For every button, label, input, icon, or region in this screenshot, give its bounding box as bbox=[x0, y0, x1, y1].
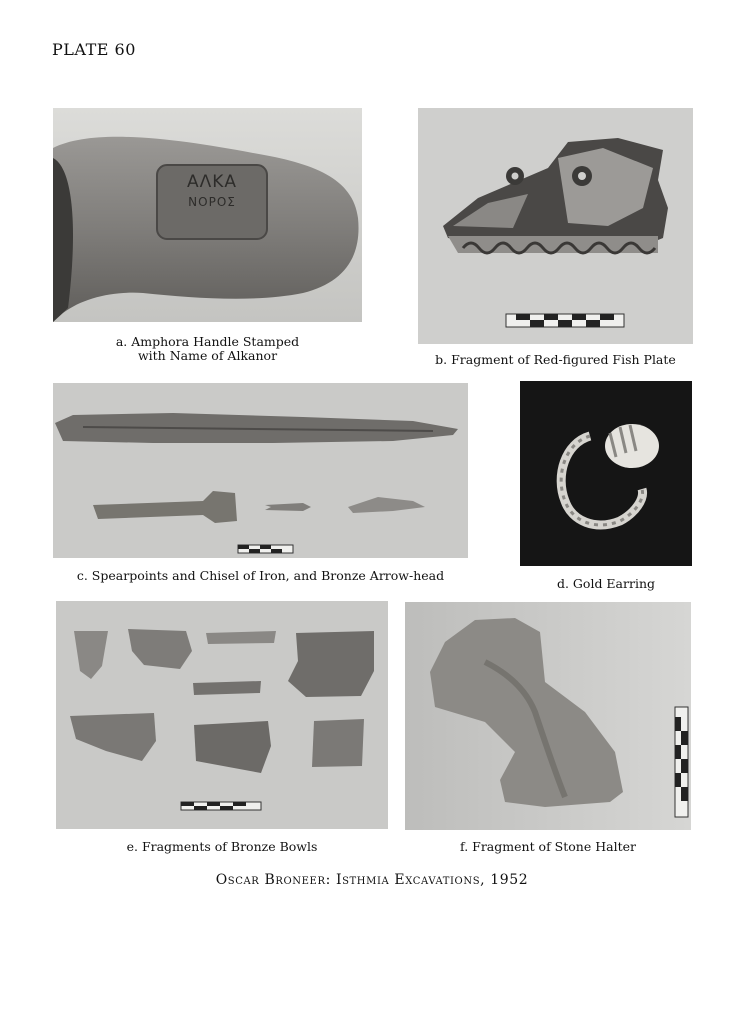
photo-stone-halter bbox=[405, 602, 691, 830]
fish-plate-image bbox=[418, 108, 693, 344]
amphora-stamp bbox=[167, 172, 257, 212]
stamp-line-1: ΑΛΚΑ bbox=[186, 172, 238, 192]
spearpoints-image bbox=[53, 383, 468, 558]
caption-b: b. Fragment of Red-figured Fish Plate bbox=[435, 352, 676, 367]
photo-gold-earring bbox=[520, 381, 692, 566]
stone-halter-image bbox=[405, 602, 691, 830]
plate-number: PLATE 60 bbox=[52, 40, 136, 59]
caption-a-line-2: with Name of Alkanor bbox=[137, 348, 278, 363]
photo-bronze-bowls bbox=[56, 601, 388, 829]
caption-d: d. Gold Earring bbox=[556, 576, 655, 591]
caption-c: c. Spearpoints and Chisel of Iron, and Bronze Arrow-head bbox=[76, 568, 445, 583]
page-footer: Oscar Broneer: Isthmia Excavations, 1952 bbox=[215, 872, 529, 888]
caption-f: f. Fragment of Stone Halter bbox=[460, 839, 636, 854]
caption-a-line-1: a. Amphora Handle Stamped bbox=[115, 334, 300, 349]
photo-spearpoints bbox=[53, 383, 468, 558]
caption-e: e. Fragments of Bronze Bowls bbox=[126, 839, 318, 854]
gold-earring-image bbox=[520, 381, 692, 566]
caption-a bbox=[53, 335, 362, 363]
photo-fish-plate bbox=[418, 108, 693, 344]
bronze-bowls-image bbox=[56, 601, 388, 829]
stamp-line-2: ΝΟΡΟΣ bbox=[188, 195, 236, 209]
amphora-handle-image bbox=[53, 108, 362, 322]
photo-amphora-handle bbox=[53, 108, 362, 322]
